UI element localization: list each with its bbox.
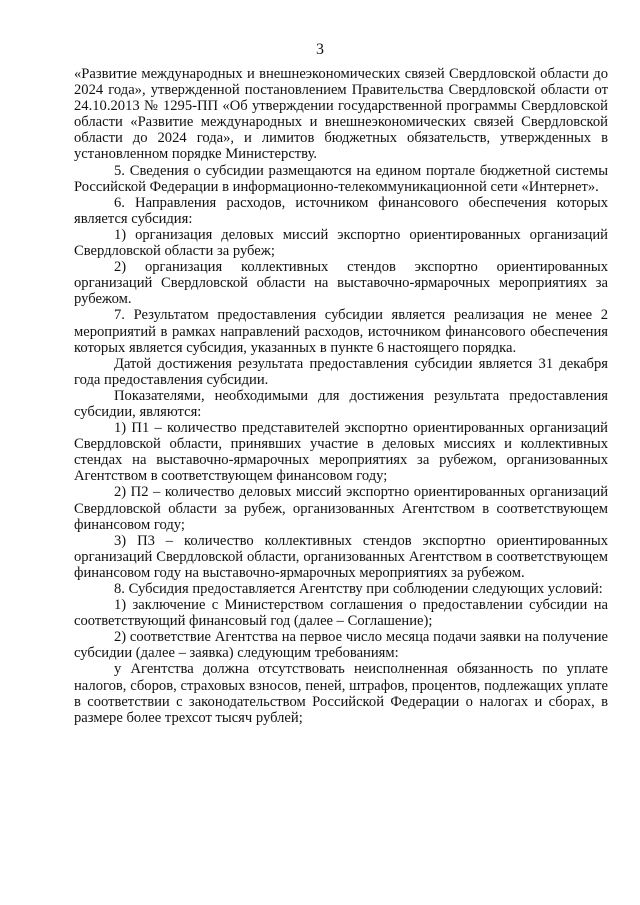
paragraph-item-6-2: 2) организация коллективных стендов экспортно ориентированных организаций Свердловской области на выставочно-ярмарочных мероприятиях за рубежом. [74,259,608,308]
paragraph-result-date: Датой достижения результата предоставления субсидии является 31 декабря года предоставления субсидии. [74,355,608,388]
paragraph-indicator-p1: 1) П1 – количество представителей экспортно ориентированных организаций Свердловской области, принявших участие в деловых миссиях и коллективных стендах на выставочно-ярмарочных мероприятиях за рубежом, организованных Агентством в соответствующем финансовом году; [74,420,608,485]
page-number: 3 [316,41,324,58]
paragraph-indicator-p2: 2) П2 – количество деловых миссий экспортно ориентированных организаций Свердловской области за рубеж, организованных Агентством в соответствующем финансовом году; [74,484,608,533]
paragraph-program-reference: «Развитие международных и внешнеэкономических связей Свердловской области до 2024 года», утвержденной постановлением Правительства Свердловской области от 24.10.2013 № 1295-ПП «Об утверждении государственной программы Свердловской области «Развитие международных и внешнеэкономических связей Свердловской области до 2024 года», и лимитов бюджетных обязательств, утвержденных в установленном порядке Министерству. [74,66,608,163]
paragraph-item-7: 7. Результатом предоставления субсидии является реализация не менее 2 мероприятий в рамках направлений расходов, источником финансового обеспечения которых является субсидия, указанных в пункте 6 настоящего порядка. [74,307,608,356]
paragraph-item-6: 6. Направления расходов, источником финансового обеспечения которых является субсидия: [74,194,608,227]
paragraph-item-6-1: 1) организация деловых миссий экспортно ориентированных организаций Свердловской области за рубеж; [74,226,608,260]
paragraph-tax-requirement: у Агентства должна отсутствовать неисполненная обязанность по уплате налогов, сборов, страховых взносов, пеней, штрафов, процентов, подлежащих уплате в соответствии с законодательством Российской Федерации о налогах и сборах, в размере более трехсот тысяч рублей; [74,661,608,726]
paragraph-item-8-2: 2) соответствие Агентства на первое число месяца подачи заявки на получение субсидии (далее – заявка) следующим требованиям: [74,629,608,662]
paragraph-indicators: Показателями, необходимыми для достижения результата предоставления субсидии, являются: [74,387,608,420]
paragraph-item-8-1: 1) заключение с Министерством соглашения о предоставлении субсидии на соответствующий финансовый год (далее – Соглашение); [74,597,608,630]
paragraph-indicator-p3: 3) П3 – количество коллективных стендов экспортно ориентированных организаций Свердловской области, организованных Агентством в соответствующем финансовом году на выставочно-ярмарочных мероприятиях за рубежом. [74,532,608,581]
paragraph-item-8: 8. Субсидия предоставляется Агентству при соблюдении следующих условий: [114,581,603,597]
document-body [74,66,608,726]
paragraph-item-5: 5. Сведения о субсидии размещаются на едином портале бюджетной системы Российской Федерации в информационно-телекоммуникационной сети «Интернет». [74,162,608,195]
